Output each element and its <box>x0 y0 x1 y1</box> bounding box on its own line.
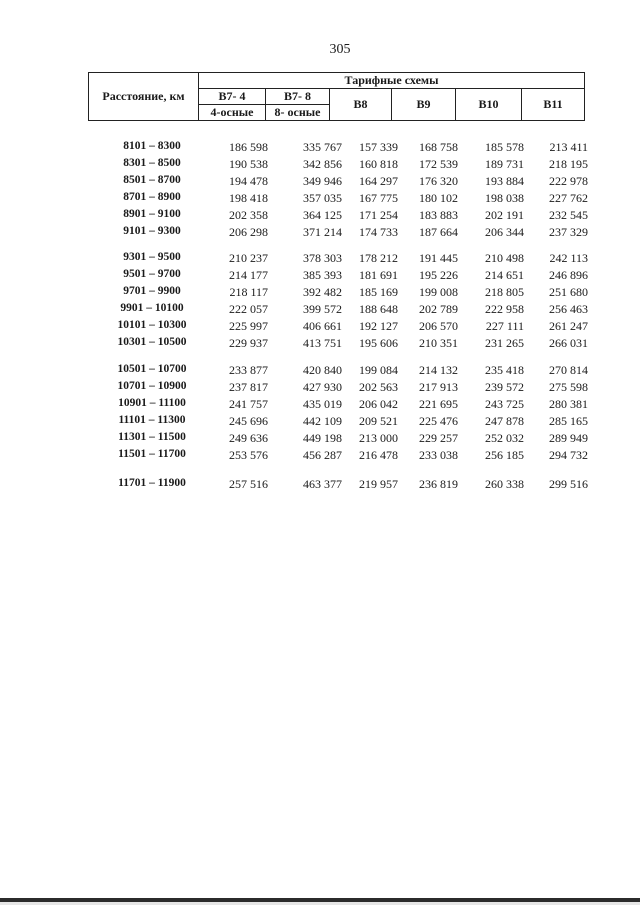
value-b11: 222 978 <box>549 174 588 188</box>
value-b9: 217 913 <box>419 380 458 394</box>
value-b7-4: 241 757 <box>229 397 268 411</box>
value-b11: 242 113 <box>549 251 588 265</box>
value-b11: 256 463 <box>549 302 588 316</box>
value-b10: 202 191 <box>485 208 524 222</box>
value-b10: 260 338 <box>485 477 524 491</box>
tariff-table-header <box>88 72 585 121</box>
value-b7-8: 442 109 <box>303 414 342 428</box>
distance-range: 9901 – 10100 <box>120 302 184 314</box>
value-b9: 180 102 <box>419 191 458 205</box>
distance-range: 10701 – 10900 <box>117 380 187 392</box>
value-b7-8: 420 840 <box>303 363 342 377</box>
value-b7-4: 245 696 <box>229 414 268 428</box>
page-number: 305 <box>329 42 351 57</box>
distance-range: 10501 – 10700 <box>117 363 187 375</box>
value-b10: 222 958 <box>485 302 524 316</box>
value-b9: 202 789 <box>419 302 458 316</box>
value-b11: 280 381 <box>549 397 588 411</box>
value-b8: 185 169 <box>359 285 398 299</box>
value-b10: 214 651 <box>485 268 524 282</box>
column-subheader-8-axle: 8- осные <box>266 105 330 121</box>
table-row <box>0 477 640 495</box>
distance-range: 10901 – 11100 <box>118 397 186 409</box>
value-b10: 198 038 <box>485 191 524 205</box>
value-b9: 195 226 <box>419 268 458 282</box>
value-b7-4: 237 817 <box>229 380 268 394</box>
value-b8: 209 521 <box>359 414 398 428</box>
table-row <box>0 268 640 286</box>
distance-range: 8701 – 8900 <box>123 191 181 203</box>
table-row <box>0 285 640 303</box>
value-b10: 243 725 <box>485 397 524 411</box>
value-b9: 191 445 <box>419 251 458 265</box>
value-b8: 213 000 <box>359 431 398 445</box>
value-b7-4: 233 877 <box>229 363 268 377</box>
value-b7-4: 190 538 <box>229 157 268 171</box>
value-b11: 299 516 <box>549 477 588 491</box>
value-b10: 239 572 <box>485 380 524 394</box>
value-b7-4: 253 576 <box>229 448 268 462</box>
distance-range: 8101 – 8300 <box>123 140 181 152</box>
value-b11: 270 814 <box>549 363 588 377</box>
value-b10: 227 111 <box>485 319 524 333</box>
column-header-b8: В8 <box>330 89 392 121</box>
value-b8: 164 297 <box>359 174 398 188</box>
value-b11: 227 762 <box>549 191 588 205</box>
table-row <box>0 157 640 175</box>
value-b7-4: 194 478 <box>229 174 268 188</box>
distance-header: Расстояние, км <box>89 73 199 121</box>
value-b9: 183 883 <box>419 208 458 222</box>
value-b10: 252 032 <box>485 431 524 445</box>
value-b8: 199 084 <box>359 363 398 377</box>
column-subheader-4-axle: 4-осные <box>199 105 266 121</box>
value-b8: 188 648 <box>359 302 398 316</box>
column-header-b11: В11 <box>522 89 585 121</box>
value-b7-8: 406 661 <box>303 319 342 333</box>
value-b8: 160 818 <box>359 157 398 171</box>
value-b8: 181 691 <box>359 268 398 282</box>
value-b7-8: 349 946 <box>303 174 342 188</box>
value-b9: 221 695 <box>419 397 458 411</box>
value-b10: 235 418 <box>485 363 524 377</box>
table-row <box>0 191 640 209</box>
value-b7-4: 249 636 <box>229 431 268 445</box>
value-b7-8: 371 214 <box>303 225 342 239</box>
value-b11: 251 680 <box>549 285 588 299</box>
value-b11: 266 031 <box>549 336 588 350</box>
distance-range: 9301 – 9500 <box>123 251 181 263</box>
value-b11: 237 329 <box>549 225 588 239</box>
distance-range: 10101 – 10300 <box>117 319 187 331</box>
table-row <box>0 363 640 381</box>
value-b10: 185 578 <box>485 140 524 154</box>
value-b10: 247 878 <box>485 414 524 428</box>
value-b7-4: 222 057 <box>229 302 268 316</box>
value-b8: 206 042 <box>359 397 398 411</box>
value-b9: 225 476 <box>419 414 458 428</box>
column-header-b9: В9 <box>392 89 456 121</box>
value-b10: 193 884 <box>485 174 524 188</box>
table-row <box>0 414 640 432</box>
value-b7-4: 257 516 <box>229 477 268 491</box>
value-b9: 172 539 <box>419 157 458 171</box>
column-header-b7-4: В7- 4 <box>199 89 266 105</box>
table-row <box>0 140 640 158</box>
value-b7-4: 225 997 <box>229 319 268 333</box>
value-b7-4: 206 298 <box>229 225 268 239</box>
value-b9: 187 664 <box>419 225 458 239</box>
value-b11: 218 195 <box>549 157 588 171</box>
value-b7-4: 218 117 <box>229 285 268 299</box>
value-b7-8: 435 019 <box>303 397 342 411</box>
value-b11: 261 247 <box>549 319 588 333</box>
distance-range: 11501 – 11700 <box>118 448 186 460</box>
table-row <box>0 397 640 415</box>
table-row <box>0 336 640 354</box>
value-b7-8: 456 287 <box>303 448 342 462</box>
table-row <box>0 431 640 449</box>
distance-range: 8901 – 9100 <box>123 208 181 220</box>
value-b10: 218 805 <box>485 285 524 299</box>
value-b7-4: 198 418 <box>229 191 268 205</box>
value-b8: 216 478 <box>359 448 398 462</box>
value-b9: 199 008 <box>419 285 458 299</box>
value-b7-8: 357 035 <box>303 191 342 205</box>
distance-range: 8501 – 8700 <box>123 174 181 186</box>
value-b9: 210 351 <box>419 336 458 350</box>
value-b7-8: 399 572 <box>303 302 342 316</box>
value-b11: 213 411 <box>549 140 588 154</box>
value-b7-8: 413 751 <box>303 336 342 350</box>
value-b11: 294 732 <box>549 448 588 462</box>
value-b9: 206 570 <box>419 319 458 333</box>
value-b9: 233 038 <box>419 448 458 462</box>
distance-range: 11101 – 11300 <box>118 414 186 426</box>
distance-range: 10301 – 10500 <box>117 336 187 348</box>
table-row <box>0 174 640 192</box>
value-b7-8: 364 125 <box>303 208 342 222</box>
table-row <box>0 319 640 337</box>
value-b8: 157 339 <box>359 140 398 154</box>
value-b7-4: 229 937 <box>229 336 268 350</box>
distance-range: 11301 – 11500 <box>118 431 186 443</box>
value-b10: 210 498 <box>485 251 524 265</box>
value-b8: 174 733 <box>359 225 398 239</box>
value-b11: 246 896 <box>549 268 588 282</box>
value-b9: 214 132 <box>419 363 458 377</box>
value-b10: 206 344 <box>485 225 524 239</box>
value-b9: 168 758 <box>419 140 458 154</box>
table-row <box>0 225 640 243</box>
value-b7-8: 392 482 <box>303 285 342 299</box>
value-b7-8: 463 377 <box>303 477 342 491</box>
tariff-schemes-header: Тарифные схемы <box>199 73 585 89</box>
value-b7-8: 385 393 <box>303 268 342 282</box>
value-b8: 178 212 <box>359 251 398 265</box>
table-row <box>0 448 640 466</box>
value-b8: 202 563 <box>359 380 398 394</box>
value-b7-4: 214 177 <box>229 268 268 282</box>
table-row <box>0 380 640 398</box>
value-b7-8: 449 198 <box>303 431 342 445</box>
value-b9: 236 819 <box>419 477 458 491</box>
value-b7-8: 335 767 <box>303 140 342 154</box>
value-b7-4: 202 358 <box>229 208 268 222</box>
value-b8: 219 957 <box>359 477 398 491</box>
value-b7-8: 378 303 <box>303 251 342 265</box>
table-row <box>0 208 640 226</box>
value-b11: 285 165 <box>549 414 588 428</box>
value-b10: 231 265 <box>485 336 524 350</box>
distance-range: 9701 – 9900 <box>123 285 181 297</box>
value-b10: 189 731 <box>485 157 524 171</box>
value-b7-4: 210 237 <box>229 251 268 265</box>
value-b10: 256 185 <box>485 448 524 462</box>
value-b7-4: 186 598 <box>229 140 268 154</box>
column-header-b10: В10 <box>456 89 522 121</box>
distance-range: 11701 – 11900 <box>118 477 186 489</box>
distance-range: 9101 – 9300 <box>123 225 181 237</box>
distance-range: 9501 – 9700 <box>123 268 181 280</box>
value-b11: 275 598 <box>549 380 588 394</box>
value-b9: 176 320 <box>419 174 458 188</box>
value-b8: 195 606 <box>359 336 398 350</box>
value-b11: 232 545 <box>549 208 588 222</box>
column-header-b7-8: В7- 8 <box>266 89 330 105</box>
value-b7-8: 342 856 <box>303 157 342 171</box>
table-row <box>0 302 640 320</box>
value-b7-8: 427 930 <box>303 380 342 394</box>
value-b11: 289 949 <box>549 431 588 445</box>
distance-range: 8301 – 8500 <box>123 157 181 169</box>
value-b8: 192 127 <box>359 319 398 333</box>
table-row <box>0 251 640 269</box>
value-b9: 229 257 <box>419 431 458 445</box>
value-b8: 167 775 <box>359 191 398 205</box>
value-b8: 171 254 <box>359 208 398 222</box>
